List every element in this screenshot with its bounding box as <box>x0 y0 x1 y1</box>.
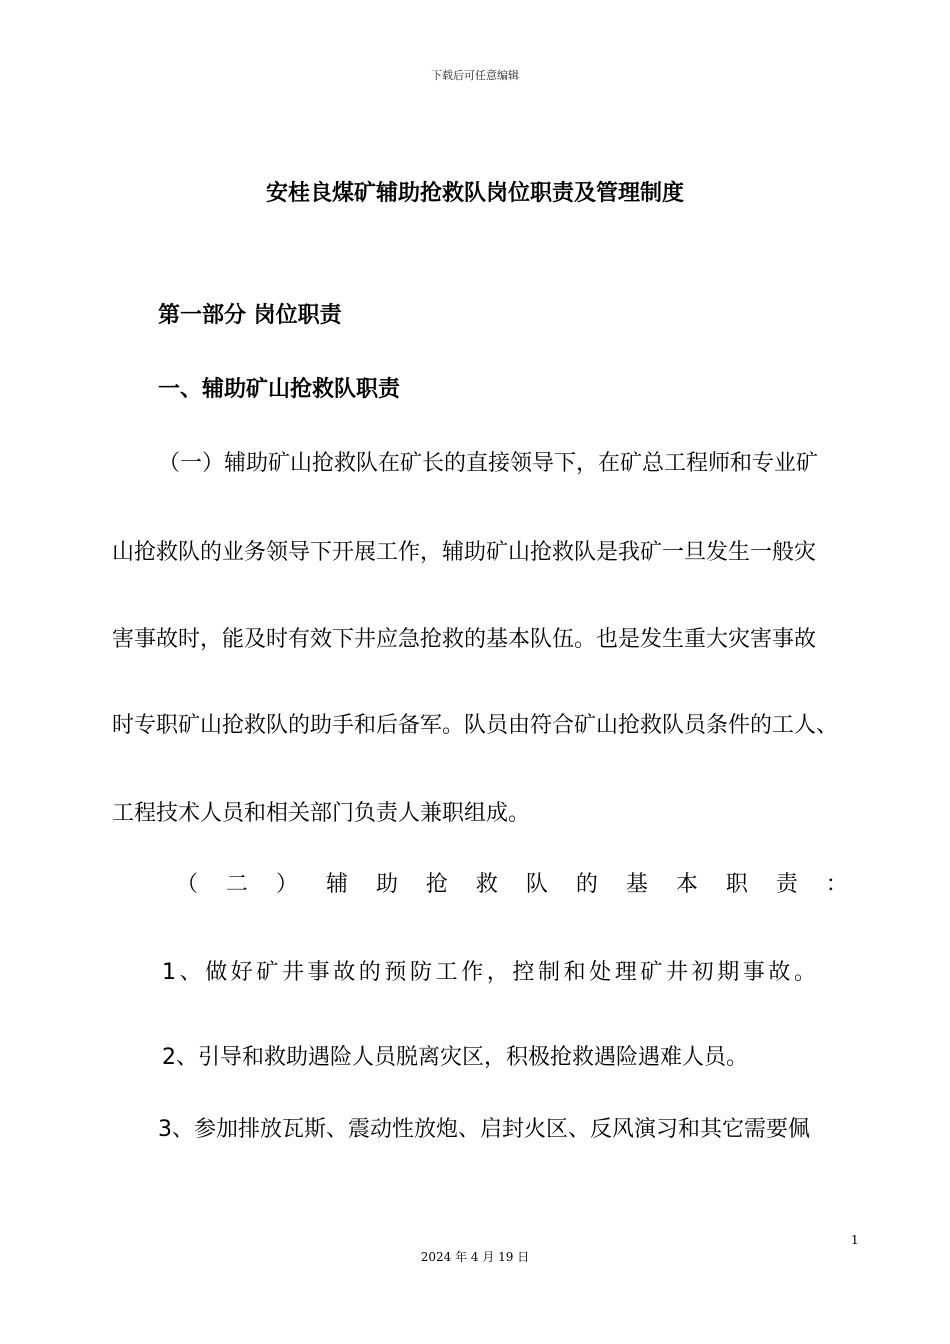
duty-item-2: 2、引导和救助遇险人员脱离灾区，积极抢救遇险遇难人员。 <box>162 1045 748 1070</box>
duty-item-1: 1、做好矿井事故的预防工作，控制和处理矿井初期事故。 <box>162 960 820 985</box>
paragraph-line-1: （一）辅助矿山抢救队在矿长的直接领导下，在矿总工程师和专业矿 <box>158 451 819 476</box>
paragraph-line-2: 山抢救队的业务领导下开展工作，辅助矿山抢救队是我矿一旦发生一般灾 <box>112 540 817 565</box>
header-note: 下载后可任意编辑 <box>431 69 519 82</box>
paragraph-line-5: 工程技术人员和相关部门负责人兼职组成。 <box>112 801 531 826</box>
document-title: 安桂良煤矿辅助抢救队岗位职责及管理制度 <box>265 181 684 206</box>
subheading-basic-duties: （ 二 ） 辅 助 抢 救 队 的 基 本 职 责 ： <box>176 872 848 897</box>
duty-item-3: 3、参加排放瓦斯、震动性放炮、启封火区、反风演习和其它需要佩 <box>158 1117 810 1142</box>
page-number: 1 <box>851 1233 859 1247</box>
paragraph-line-4: 时专职矿山抢救队的助手和后备军。队员由符合矿山抢救队员条件的工人、 <box>112 713 839 738</box>
part-heading: 第一部分 岗位职责 <box>158 303 342 328</box>
section-heading: 一、辅助矿山抢救队职责 <box>158 377 401 402</box>
paragraph-line-3: 害事故时，能及时有效下井应急抢救的基本队伍。也是发生重大灾害事故 <box>112 627 817 652</box>
footer-date: 2024 年 4 月 19 日 <box>420 1250 530 1264</box>
